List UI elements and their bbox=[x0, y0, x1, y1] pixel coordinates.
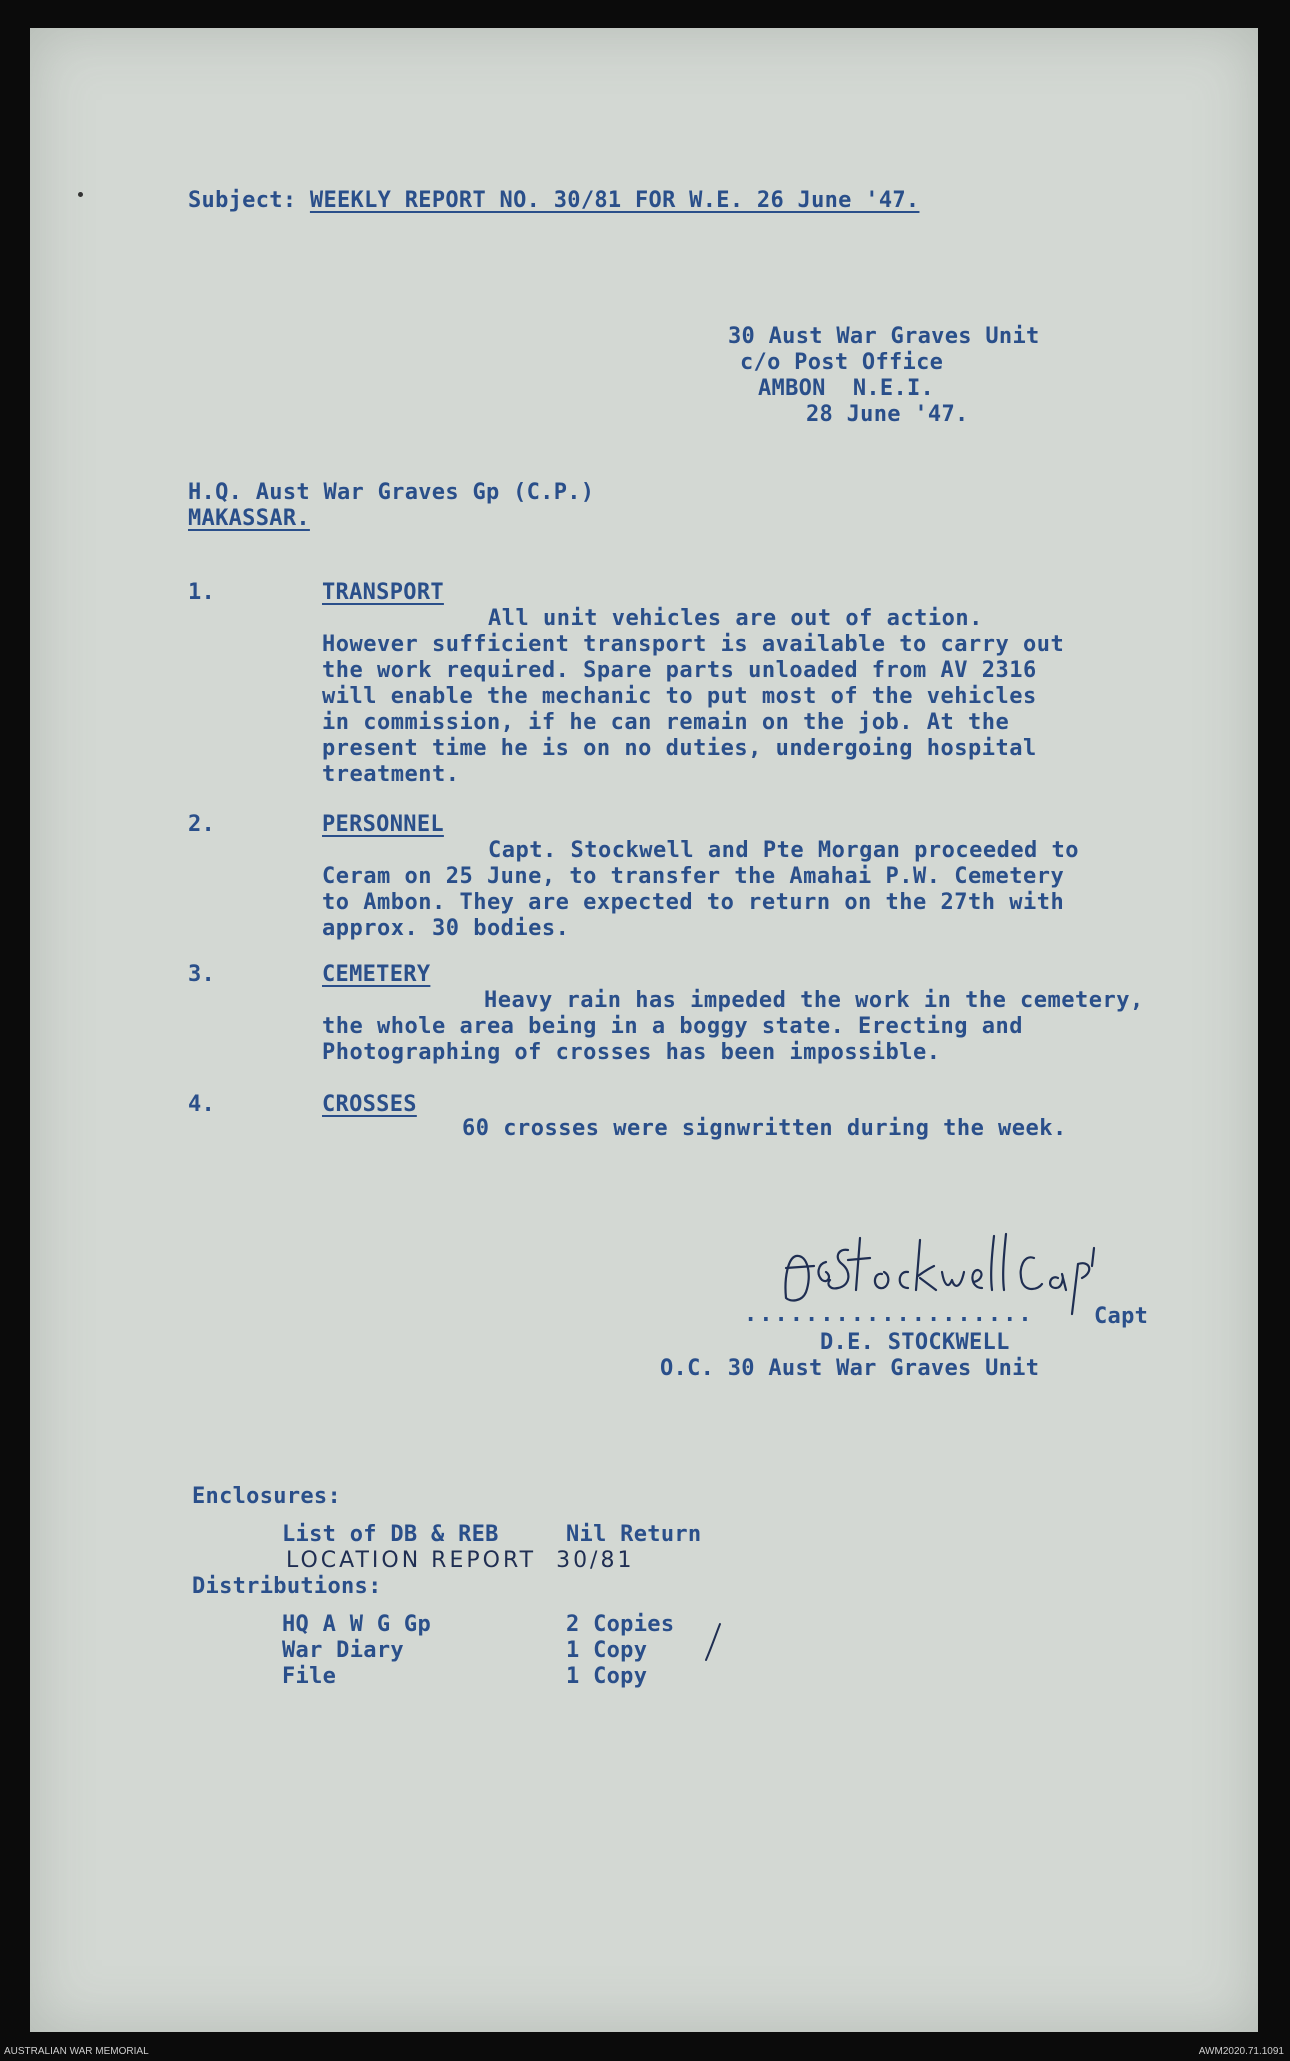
section-number: 2. bbox=[188, 812, 216, 837]
signature-dotted-line: ................... bbox=[744, 1302, 1034, 1327]
section-line: All unit vehicles are out of action. bbox=[488, 606, 983, 631]
distributions-label: Distributions: bbox=[192, 1574, 382, 1599]
signature-title: O.C. 30 Aust War Graves Unit bbox=[660, 1356, 1040, 1381]
section-line: to Ambon. They are expected to return on the 27th with bbox=[322, 890, 1065, 915]
distribution-item-value: 1 Copy bbox=[566, 1664, 648, 1689]
enclosures-label: Enclosures: bbox=[192, 1484, 341, 1509]
footer-left: AUSTRALIAN WAR MEMORIAL bbox=[4, 2046, 149, 2057]
section-heading: PERSONNEL bbox=[322, 812, 444, 837]
section-line: will enable the mechanic to put most of the vehicles bbox=[322, 684, 1037, 709]
distribution-item-name: HQ A W G Gp bbox=[282, 1612, 431, 1637]
distribution-item-name: War Diary bbox=[282, 1638, 404, 1663]
punch-mark bbox=[78, 192, 83, 197]
section-number: 3. bbox=[188, 962, 216, 987]
subject-label: Subject: bbox=[188, 188, 297, 213]
section-line: Ceram on 25 June, to transfer the Amahai P.W. Cemetery bbox=[322, 864, 1065, 889]
address-date: 28 June '47. bbox=[806, 402, 969, 427]
distribution-item-value: 1 Copy bbox=[566, 1638, 648, 1663]
section-line: approx. 30 bodies. bbox=[322, 916, 570, 941]
checkmark-icon bbox=[702, 1620, 726, 1664]
footer-right: AWM2020.71.1091 bbox=[1198, 2046, 1284, 2057]
section-heading: TRANSPORT bbox=[322, 580, 444, 605]
section-heading: CEMETERY bbox=[322, 962, 431, 987]
section-line: the work required. Spare parts unloaded from AV 2316 bbox=[322, 658, 1037, 683]
address-line: c/o Post Office bbox=[740, 350, 944, 375]
section-line: the whole area being in a boggy state. Erecting and bbox=[322, 1014, 1024, 1039]
address-line: AMBON N.E.I. bbox=[758, 376, 935, 401]
signature-name: D.E. STOCKWELL bbox=[820, 1330, 1010, 1355]
distribution-item-value: 2 Copies bbox=[566, 1612, 675, 1637]
address-line: 30 Aust War Graves Unit bbox=[728, 324, 1040, 349]
section-line: treatment. bbox=[322, 762, 460, 787]
subject-line bbox=[188, 188, 919, 214]
subject-text: WEEKLY REPORT NO. 30/81 FOR W.E. 26 June '47. bbox=[309, 188, 920, 213]
enclosure-item-value: Nil Return bbox=[566, 1522, 702, 1547]
section-line: Heavy rain has impeded the work in the cemetery, bbox=[484, 988, 1144, 1013]
recipient-line2: MAKASSAR. bbox=[188, 506, 310, 531]
section-heading: CROSSES bbox=[322, 1092, 417, 1117]
section-number: 1. bbox=[188, 580, 216, 605]
distribution-item-name: File bbox=[282, 1664, 337, 1689]
enclosure-item-name: List of DB & REB bbox=[282, 1522, 499, 1547]
section-line: in commission, if he can remain on the job. At the bbox=[322, 710, 1010, 735]
section-line: present time he is on no duties, undergoing hospital bbox=[322, 736, 1037, 761]
section-number: 4. bbox=[188, 1092, 216, 1117]
section-line: Photographing of crosses has been impossible. bbox=[322, 1040, 941, 1065]
section-line: Capt. Stockwell and Pte Morgan proceeded to bbox=[488, 838, 1080, 863]
section-line: 60 crosses were signwritten during the week. bbox=[462, 1116, 1067, 1141]
section-line: However sufficient transport is available to carry out bbox=[322, 632, 1065, 657]
handwritten-location-report: LOCATION REPORT 30/81 bbox=[286, 1548, 635, 1573]
recipient-line1: H.Q. Aust War Graves Gp (C.P.) bbox=[188, 480, 595, 505]
signature-rank: Capt bbox=[1094, 1304, 1149, 1329]
